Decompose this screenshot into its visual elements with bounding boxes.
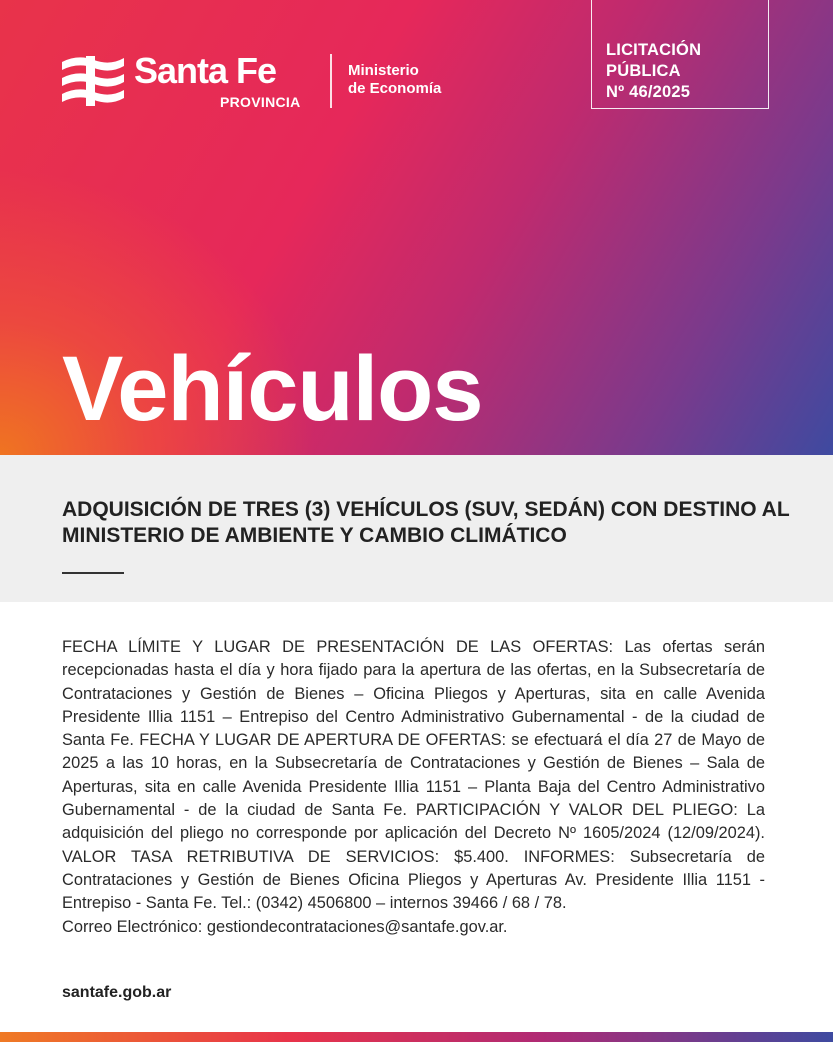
hero-title: Vehículos [62,338,483,440]
details-paragraph: FECHA LÍMITE Y LUGAR DE PRESENTACIÓN DE LAS OFERTAS: Las ofertas serán recepcionadas hasta el día y hora fijado para la apertura de las ofertas, en la Subsecretaría de Contrataciones y Gestión de Bienes – Oficina Pliegos y Aperturas, sita en calle Avenida Presidente Illia 1151 – Entrepiso del Centro Administrativo Gubernamental - de la ciudad de Santa Fe. FECHA Y LUGAR DE APERTURA DE OFERTAS: se efectuará el día 27 de Mayo de 2025 a las 10 horas, en la Subsecretaría de Contrataciones y Gestión de Bienes – Sala de Aperturas, sita en calle Avenida Presidente Illia 1151 – Planta Baja del Centro Administrativo Gubernamental - de la ciudad de Santa Fe. PARTICIPACIÓN Y VALOR DEL PLIEGO: La adquisición del pliego no corresponde por aplicación del Decreto Nº 1605/2024 (12/09/2024). VALOR TASA RETRIBUTIVA DE SERVICIOS: $5.400. INFORMES: Subsecretaría de Contrataciones y Gestión de Bienes Oficina Pliegos y Aperturas Av. Presidente Illia 1151 - Entrepiso - Santa Fe. Tel.: (0342) 4506800 – internos 39466 / 68 / 78. [62,638,765,913]
tender-details [62,636,765,939]
tender-subject: ADQUISICIÓN DE TRES (3) VEHÍCULOS (SUV, SEDÁN) CON DESTINO AL MINISTERIO DE AMBIENTE Y CAMBIO CLIMÁTICO [62,498,790,547]
tender-number-box [591,0,769,109]
santa-fe-emblem-icon [58,52,128,110]
logo-divider [330,54,332,108]
brand-subtitle: PROVINCIA [220,94,301,110]
brand-name: Santa Fe [134,50,277,91]
subject-divider [62,572,124,574]
subject-band [0,455,833,602]
tender-label-line-2: PÚBLICA [606,62,681,80]
tender-number: Nº 46/2025 [606,83,691,101]
tender-label-line-1: LICITACIÓN [606,41,702,59]
bottom-gradient-bar [0,1032,833,1042]
ministry-name [348,62,441,98]
hero-banner [0,0,833,455]
santa-fe-logo [58,52,308,112]
contact-email: Correo Electrónico: gestiondecontrataciones@santafe.gov.ar. [62,917,508,936]
ministry-line-2: de Economía [348,80,442,97]
ministry-line-1: Ministerio [348,62,419,79]
website-link[interactable]: santafe.gob.ar [62,984,172,1001]
